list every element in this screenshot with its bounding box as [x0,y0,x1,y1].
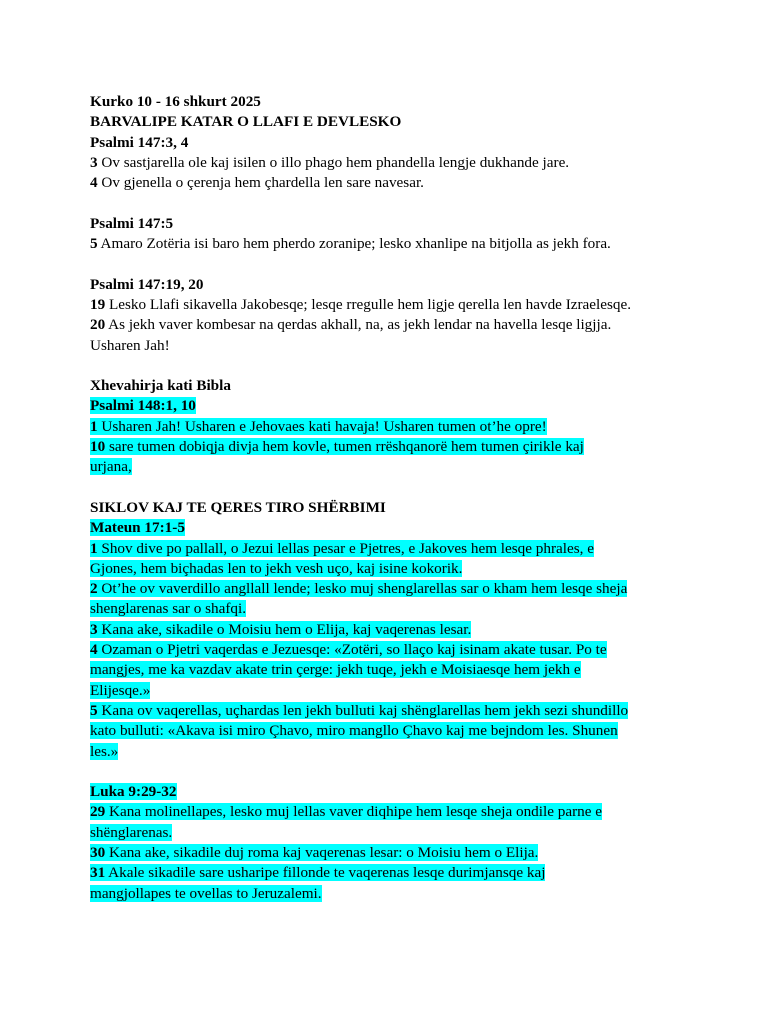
verse-line [90,234,690,254]
verse-line [90,437,690,457]
verse-text: Usharen Jah! Usharen e Jehovaes kati havaja! Usharen tumen ot’he opre! [97,417,547,435]
verse-number: 1 [90,539,98,557]
highlighted-verse [90,621,471,638]
highlighted-verse [90,803,602,820]
highlighted-verse [90,540,594,557]
verse-continuation [90,559,690,579]
highlighted-verse: kato bulluti: «Akava isi miro Çhavo, miro mangllo Çhavo kaj me bejndom les. Shunen [90,722,618,740]
verse-number: 5 [90,701,98,719]
spacer [90,762,690,782]
verse-text: sare tumen dobiqja divja hem kovle, tumen rrëshqanorë hem tumen çirikle kaj [105,438,584,456]
verse-number: 19 [90,295,106,313]
verse-line [90,579,690,599]
verse-number: 29 [90,803,106,821]
scripture-reference: Psalmi 147:5 [90,214,174,232]
highlighted-reference: Psalmi 148:1, 10 [90,397,196,415]
highlighted-verse: shënglarenas. [90,823,173,841]
verse-number: 5 [90,235,98,253]
highlighted-verse [90,418,547,435]
verse-text: Lesko Llafi sikavella Jakobesqe; lesqe rregulle hem ligje qerella len havde Izraelesqe. [105,295,632,313]
highlighted-verse: shenglarenas sar o shafqi. [90,600,247,618]
highlighted-reference: Luka 9:29-32 [90,783,177,801]
highlighted-verse: mangjollapes te ovellas to Jeruzalemi. [90,884,322,902]
verse-line [90,640,690,660]
verse-line [90,295,690,315]
highlighted-verse [90,702,628,719]
verse-continuation [90,457,690,477]
verse-number: 3 [90,153,98,171]
verse-text: Kana ake, sikadile duj roma kaj vaqerenas lesar: o Moisiu hem o Elija. [105,843,539,861]
verse-line [90,620,690,640]
section-heading: SIKLOV KAJ TE QERES TIRO SHËRBIMI [90,498,386,516]
highlighted-verse [90,438,584,455]
scripture-reference: Psalmi 147:19, 20 [90,275,204,293]
highlighted-verse [90,864,545,881]
verse-text: Ov sastjarella ole kaj isilen o illo phago hem phandella lengje dukhande jare. [97,153,570,171]
spacer [90,356,690,376]
verse-text: Akale sikadile sare usharipe fillonde te vaqerenas lesqe durimjansqe kaj [105,864,546,882]
verse-line [90,315,690,335]
verse-line [90,843,690,863]
verse-continuation [90,599,690,619]
verse-text: Kana ov vaqerellas, uçhardas len jekh bulluti kaj shënglarellas hem jekh sezi shundillo [97,701,629,719]
verse-line [90,539,690,559]
verse-number: 30 [90,843,106,861]
highlighted-verse [90,580,627,597]
verse-line [90,863,690,883]
highlighted-verse: mangjes, me ka vazdav akate trin çerge: jekh tuqe, jekh e Moisiaesqe hem jekh e [90,661,581,679]
scripture-reference: Psalmi 147:3, 4 [90,133,189,151]
verse-continuation [90,884,690,904]
verse-line [90,802,690,822]
verse-text: Ozaman o Pjetri vaqerdas e Jezuesqe: «Zotëri, so llaço kaj isinam akate tusar. Po te [97,641,607,659]
verse-number: 3 [90,620,98,638]
verse-number: 31 [90,864,106,882]
verse-continuation [90,681,690,701]
spacer [90,254,690,274]
verse-text: Shov dive po pallall, o Jezui lellas pesar e Pjetres, e Jakoves hem lesqe phrales, e [97,539,594,557]
verse-number: 4 [90,174,98,192]
verse-number: 4 [90,641,98,659]
verse-text: Amaro Zotëria isi baro hem pherdo zoranipe; lesko xhanlipe na bitjolla as jekh fora. [97,235,611,253]
highlighted-verse: Elijesqe.» [90,681,151,699]
verse-number: 1 [90,417,98,435]
scripture-reference [90,518,690,538]
date-line: Kurko 10 - 16 shkurt 2025 [90,93,261,110]
highlighted-verse [90,844,538,861]
spacer [90,193,690,213]
verse-continuation [90,721,690,741]
verse-text: Ov gjenella o çerenja hem çhardella len sare navesar. [97,174,424,192]
highlighted-reference: Mateun 17:1-5 [90,519,185,537]
verse-continuation [90,742,690,762]
verse-number: 20 [90,316,106,334]
verse-text: As jekh vaver kombesar na qerdas akhall, na, as jekh lendar na havella lesqe ligjja. [105,316,612,334]
section-heading: Xhevahirja kati Bibla [90,377,231,395]
verse-line [90,417,690,437]
verse-line [90,153,690,173]
verse-text: Ot’he ov vaverdillo angllall lende; lesko muj shenglarellas sar o kham hem lesqe sheja [97,580,628,598]
highlighted-verse: Gjones, hem biçhadas len to jekh vesh uço, kaj isine kokorik. [90,559,463,577]
spacer [90,478,690,498]
verse-number: 10 [90,438,106,456]
scripture-reference [90,782,690,802]
scripture-reference [90,396,690,416]
verse-number: 2 [90,580,98,598]
verse-continuation [90,823,690,843]
highlighted-verse: urjana, [90,458,132,476]
highlighted-verse [90,641,607,658]
document-page [90,92,690,904]
verse-continuation: Usharen Jah! [90,336,170,354]
highlighted-verse: les.» [90,742,119,760]
verse-line [90,173,690,193]
section-title: BARVALIPE KATAR O LLAFI E DEVLESKO [90,113,402,131]
verse-text: Kana ake, sikadile o Moisiu hem o Elija, kaj vaqerenas lesar. [97,620,472,638]
verse-text: Kana molinellapes, lesko muj lellas vaver diqhipe hem lesqe sheja ondile parne e [105,803,602,821]
verse-line [90,701,690,721]
verse-continuation [90,660,690,680]
